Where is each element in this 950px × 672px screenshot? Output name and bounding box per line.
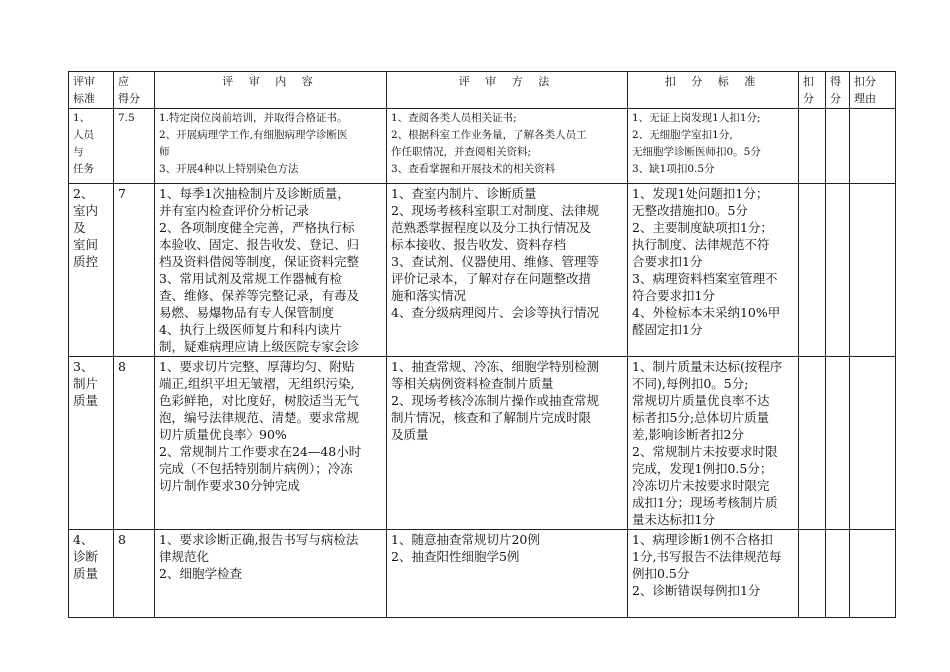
row-method: 1、查室内制片、诊断质量 2、现场考核科室职工对制度、法律规 范熟悉掌握程度以及分工执行情况及 标本接收、报告收发、资料存档 3、查试剂、仪器使用、维修、管理等 评价记录本，了解对存在问题整改措 施和落实情况 4、查分级病理阅片、会诊等执行情况 (387, 184, 628, 357)
row-standard: 4、 诊断 质量 (69, 530, 114, 618)
row-standard: 2、 室内 及 室间 质控 (69, 184, 114, 357)
row-content: 1、要求诊断正确,报告书写与病检法 律规范化 2、细胞学检查 (155, 530, 387, 618)
row-deduct-cell (799, 357, 826, 530)
row-earned-cell (826, 184, 850, 357)
table-row (69, 357, 896, 530)
row-earned-cell (826, 530, 850, 618)
header-standard: 评审 标准 (69, 72, 114, 109)
header-earned: 得 分 (826, 72, 850, 109)
row-content: 1、每季1次抽检制片及诊断质量， 并有室内检查评价分析记录 2、各项制度健全完善，严格执行标 本验收、固定、报告收发、登记、归 档及资料借阅等制度，保证资料完整 3、常用试剂及常规工作器械有检 查、维修、保养等完整记录，有毒及 易燃、易爆物品有专人保管制度 4、执行上级医师复片和科内读片 制，疑难病理应请上级医院专家会诊 (155, 184, 387, 357)
row-deduction: 1、制片质量未达标(按程序 不同),每例扣0。5分; 常规切片质量优良率不达 标者扣5分;总体切片质量 差,影响诊断者扣2分 2、常规制片未按要求时限 完成，发现1例扣0.5分； 冷冻切片未按要求时限完 成扣1分；现场考核制片质 量未达标扣1分 (628, 357, 799, 530)
row-earned-cell (826, 109, 850, 184)
table-row (69, 184, 896, 357)
row-reason-cell (850, 184, 896, 357)
row-deduct-cell (799, 530, 826, 618)
row-score: 8 (114, 357, 155, 530)
row-content: 1、要求切片完整、厚薄均匀、附贴 端正,组织平坦无皱褶，无组织污染, 色彩鲜艳，对比度好，树胶适当无气 泡，编号法律规范、清楚。要求常规 切片质量优良率〉90% 2、常规制片工作要求在24—48小时 完成（不包括特别制片病例）；冷冻 切片制作要求30分钟完成 (155, 357, 387, 530)
table-row (69, 530, 896, 618)
row-deduct-cell (799, 109, 826, 184)
header-reason: 扣分 理由 (850, 72, 896, 109)
row-score: 7 (114, 184, 155, 357)
row-reason-cell (850, 109, 896, 184)
row-deduct-cell (799, 184, 826, 357)
row-standard: 1、 人员 与 任务 (69, 109, 114, 184)
row-method: 1、查阅各类人员相关证书; 2、根据科室工作业务量，了解各类人员工 作任职情况，并查阅相关资料; 3、查看掌握和开展技术的相关资料 (387, 109, 628, 184)
header-content: 评 审 内 容 (155, 72, 387, 109)
row-deduction: 1、发现1处问题扣1分； 无整改措施扣0。5分 2、主要制度缺项扣1分； 执行制度、法律规范不符 合要求扣1分 3、病理资料档案室管理不 符合要求扣1分 4、外检标本未采纳10%甲 醛固定扣1分 (628, 184, 799, 357)
header-deduct: 扣 分 (799, 72, 826, 109)
row-standard: 3、 制片 质量 (69, 357, 114, 530)
row-method: 1、随意抽查常规切片20例 2、抽查阳性细胞学5例 (387, 530, 628, 618)
row-score: 8 (114, 530, 155, 618)
row-score: 7.5 (114, 109, 155, 184)
row-content: 1.特定岗位岗前培训，并取得合格证书。 2、开展病理学工作,有细胞病理学诊断医 师 3、开展4种以上特别染色方法 (155, 109, 387, 184)
header-deduction: 扣 分 标 准 (628, 72, 799, 109)
evaluation-table (68, 71, 896, 618)
row-earned-cell (826, 357, 850, 530)
row-method: 1、抽查常规、冷冻、细胞学特别检测 等相关病例资料检查制片质量 2、现场考核冷冻制片操作或抽查常规 制片情况，核查和了解制片完成时限 及质量 (387, 357, 628, 530)
row-reason-cell (850, 530, 896, 618)
header-score: 应 得分 (114, 72, 155, 109)
row-deduction: 1、无证上岗发现1人扣1分; 2、无细胞学室扣1分, 无细胞学诊断医师扣0。5分 3、缺1项扣0.5分 (628, 109, 799, 184)
header-method: 评 审 方 法 (387, 72, 628, 109)
row-reason-cell (850, 357, 896, 530)
table-row (69, 109, 896, 184)
row-deduction: 1、病理诊断1例不合格扣 1分,书写报告不法律规范每 例扣0.5分 2、诊断错误每例扣1分 (628, 530, 799, 618)
header-row (69, 72, 896, 109)
